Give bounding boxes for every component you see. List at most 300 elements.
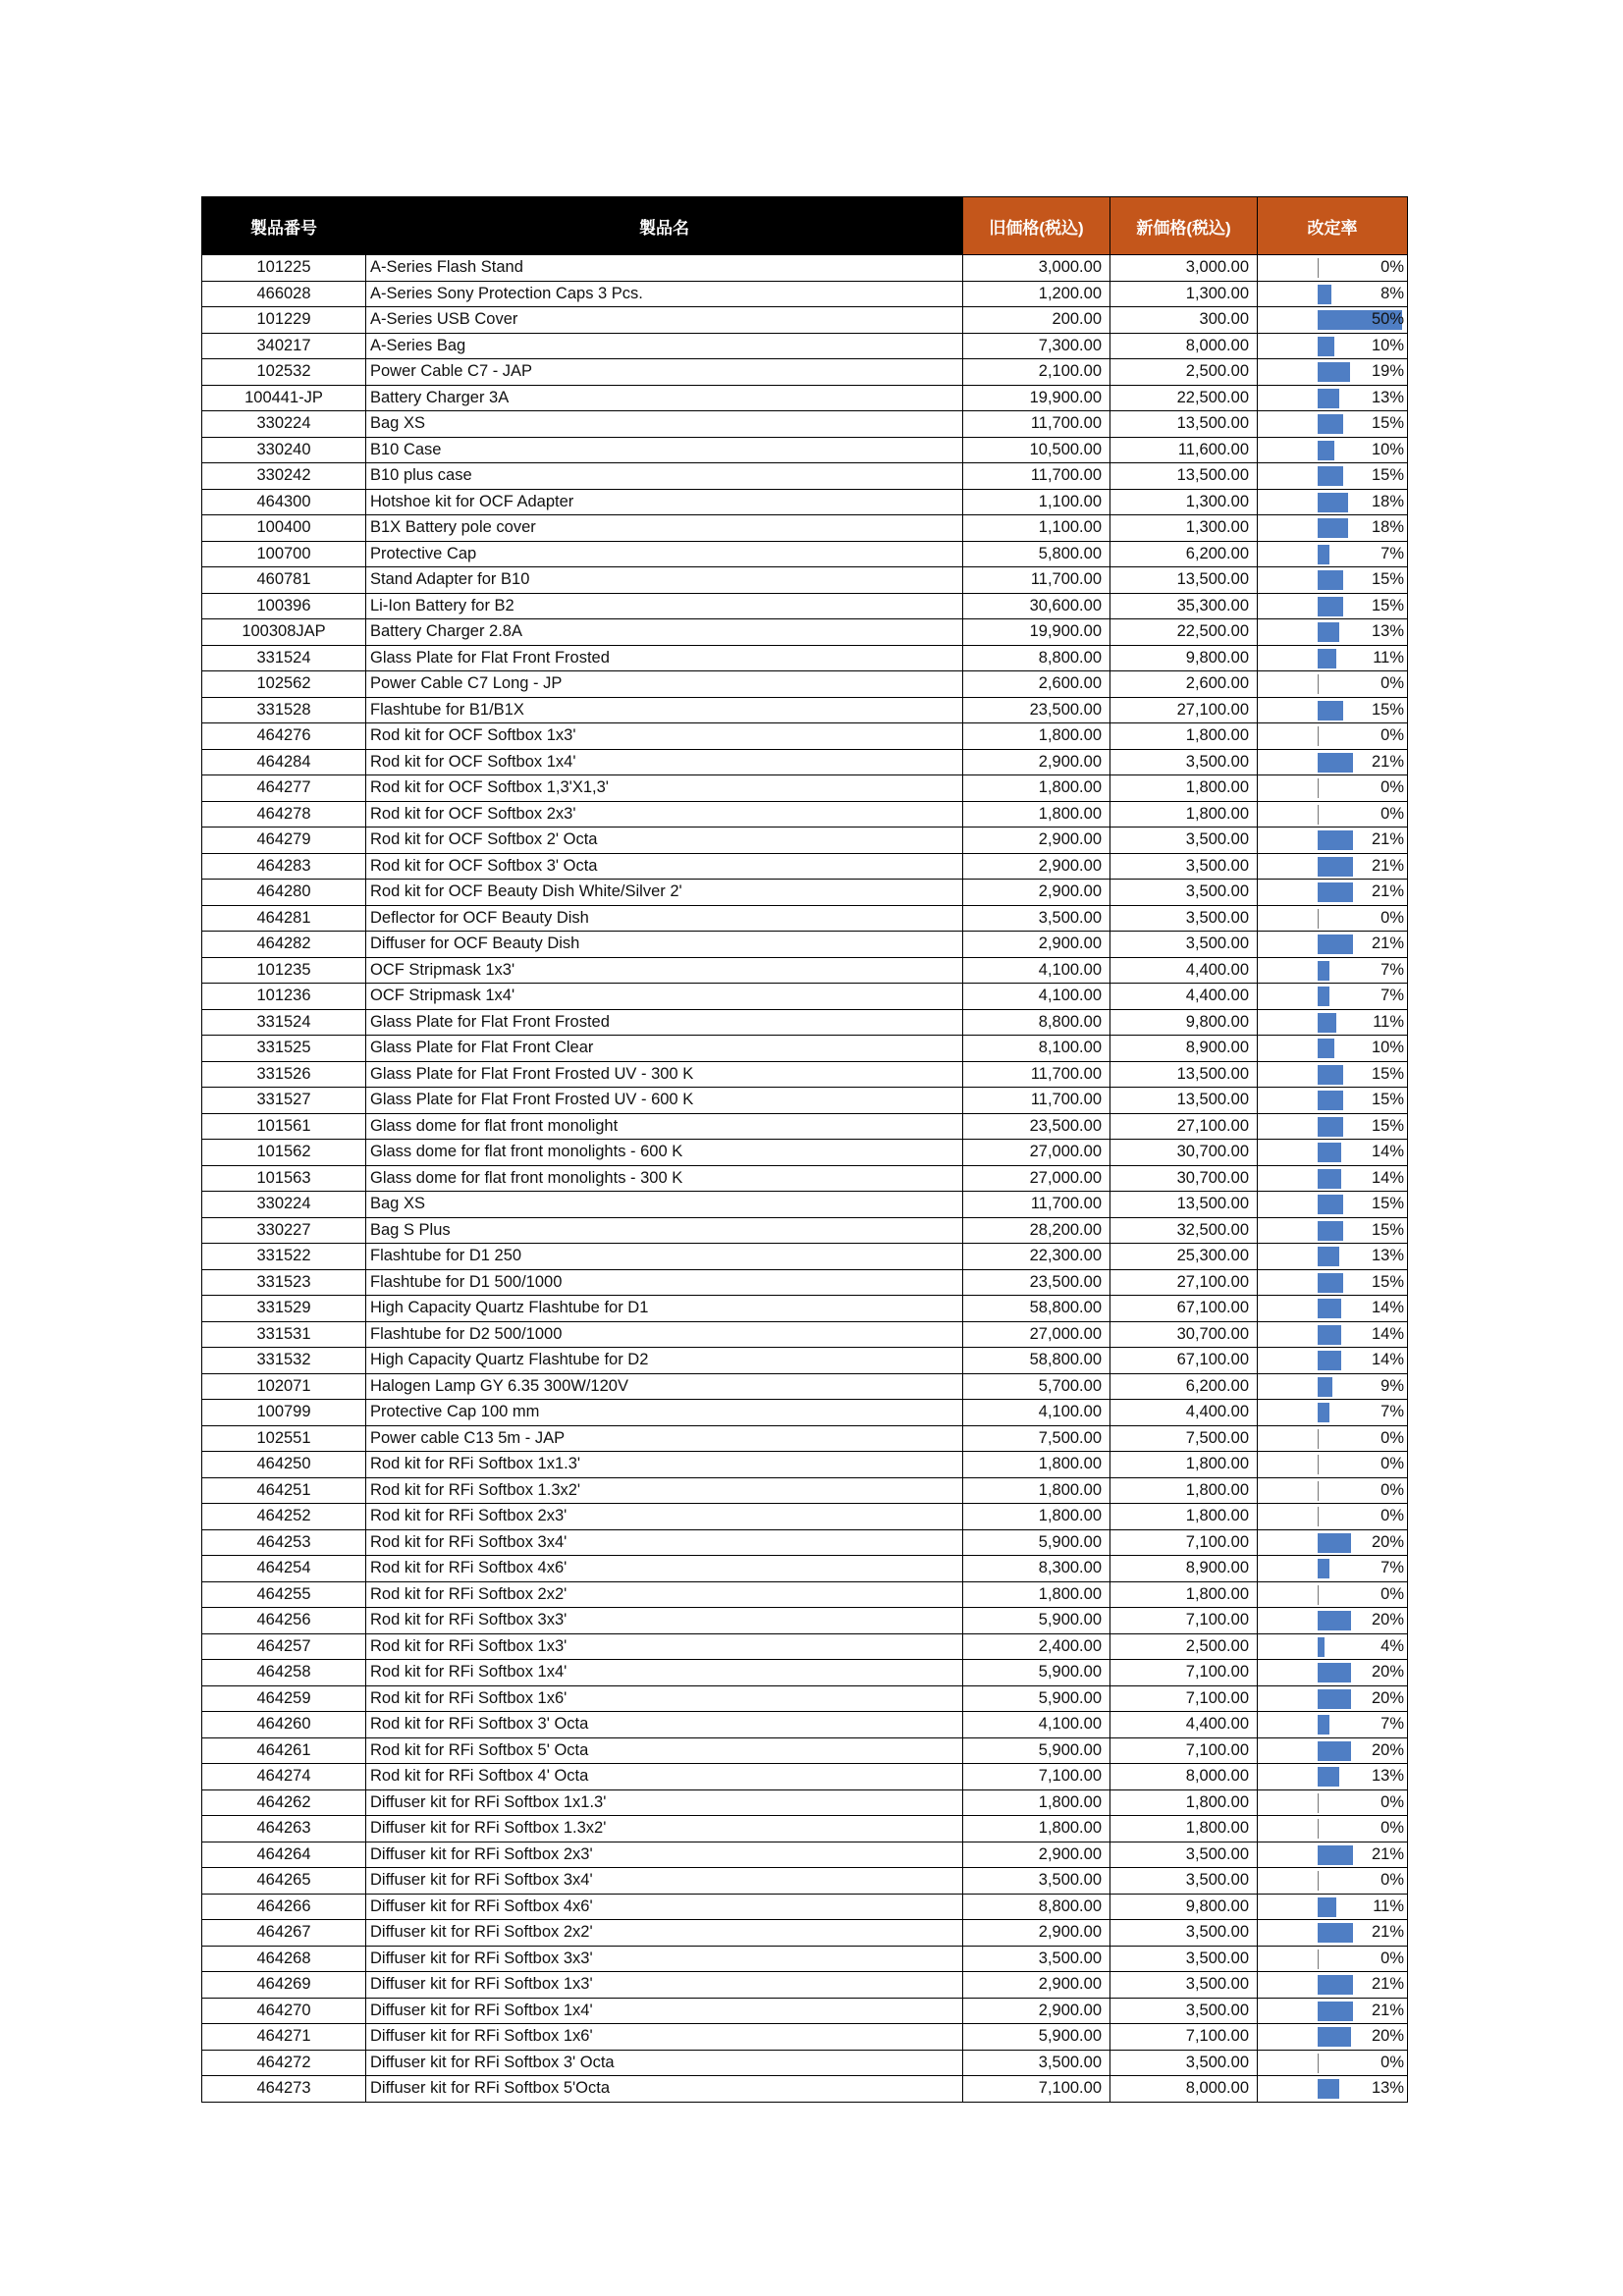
new-price-cell: 22,500.00 <box>1110 385 1258 411</box>
product-code-cell: 464279 <box>202 828 366 854</box>
rate-bar-axis <box>1318 1585 1319 1605</box>
revision-rate-cell <box>1258 1165 1408 1192</box>
product-name-cell: Diffuser kit for RFi Softbox 1x1.3' <box>366 1789 963 1816</box>
table-row <box>202 307 1408 334</box>
new-price-cell: 3,500.00 <box>1110 1998 1258 2024</box>
table-row <box>202 749 1408 775</box>
rate-data-bar <box>1318 622 1339 642</box>
product-code-cell: 464273 <box>202 2076 366 2103</box>
product-name-cell: Diffuser kit for RFi Softbox 4x6' <box>366 1894 963 1920</box>
table-row <box>202 333 1408 359</box>
rate-percent-label: 21% <box>1371 1923 1404 1942</box>
product-name-cell: Diffuser kit for RFi Softbox 1.3x2' <box>366 1816 963 1842</box>
rate-percent-label: 15% <box>1371 1272 1404 1291</box>
product-name-cell: B1X Battery pole cover <box>366 515 963 542</box>
new-price-cell: 1,800.00 <box>1110 1504 1258 1530</box>
revision-rate-cell <box>1258 1348 1408 1374</box>
old-price-cell: 28,200.00 <box>963 1217 1110 1244</box>
table-row <box>202 1660 1408 1686</box>
new-price-cell: 7,500.00 <box>1110 1425 1258 1452</box>
product-name-cell: OCF Stripmask 1x3' <box>366 957 963 984</box>
old-price-cell: 1,800.00 <box>963 1581 1110 1608</box>
old-price-cell: 10,500.00 <box>963 437 1110 463</box>
rate-data-bar <box>1318 1533 1351 1553</box>
old-price-cell: 7,100.00 <box>963 1764 1110 1790</box>
product-name-cell: Rod kit for RFi Softbox 4x6' <box>366 1556 963 1582</box>
old-price-cell: 8,100.00 <box>963 1036 1110 1062</box>
rate-data-bar <box>1318 961 1329 981</box>
rate-bar-axis <box>1318 2054 1319 2073</box>
new-price-cell: 3,500.00 <box>1110 1946 1258 1972</box>
rate-data-bar <box>1318 466 1343 486</box>
rate-percent-label: 18% <box>1371 492 1404 510</box>
rate-percent-label: 14% <box>1371 1143 1404 1161</box>
product-code-cell: 464277 <box>202 775 366 802</box>
table-row <box>202 1842 1408 1868</box>
rate-data-bar <box>1318 362 1350 382</box>
new-price-cell: 13,500.00 <box>1110 463 1258 490</box>
old-price-cell: 7,100.00 <box>963 2076 1110 2103</box>
header-product-name: 製品名 <box>366 197 963 255</box>
rate-bar-axis <box>1318 258 1319 278</box>
revision-rate-cell <box>1258 1581 1408 1608</box>
rate-bar-axis <box>1318 1507 1319 1526</box>
product-name-cell: Bag XS <box>366 1192 963 1218</box>
rate-data-bar <box>1318 2079 1339 2099</box>
new-price-cell: 7,100.00 <box>1110 1529 1258 1556</box>
new-price-cell: 3,500.00 <box>1110 1842 1258 1868</box>
rate-data-bar <box>1318 934 1353 954</box>
revision-rate-cell <box>1258 749 1408 775</box>
revision-rate-cell <box>1258 1192 1408 1218</box>
product-code-cell: 100700 <box>202 541 366 567</box>
table-row <box>202 697 1408 723</box>
product-name-cell: Rod kit for OCF Softbox 2x3' <box>366 801 963 828</box>
product-code-cell: 464282 <box>202 932 366 958</box>
new-price-cell: 1,800.00 <box>1110 723 1258 750</box>
rate-data-bar <box>1318 1299 1341 1318</box>
table-row <box>202 1556 1408 1582</box>
rate-percent-label: 0% <box>1380 1819 1404 1838</box>
rate-percent-label: 0% <box>1380 1480 1404 1499</box>
revision-rate-cell <box>1258 801 1408 828</box>
product-code-cell: 464269 <box>202 1972 366 1999</box>
rate-percent-label: 21% <box>1371 882 1404 901</box>
product-name-cell: Glass dome for flat front monolights - 600 K <box>366 1140 963 1166</box>
old-price-cell: 11,700.00 <box>963 1192 1110 1218</box>
revision-rate-cell <box>1258 880 1408 906</box>
revision-rate-cell <box>1258 1140 1408 1166</box>
new-price-cell: 3,500.00 <box>1110 828 1258 854</box>
rate-data-bar <box>1318 1767 1339 1787</box>
revision-rate-cell <box>1258 1400 1408 1426</box>
product-name-cell: Bag S Plus <box>366 1217 963 1244</box>
product-name-cell: Rod kit for RFi Softbox 1x6' <box>366 1685 963 1712</box>
old-price-cell: 27,000.00 <box>963 1140 1110 1166</box>
table-row <box>202 1529 1408 1556</box>
revision-rate-cell <box>1258 567 1408 594</box>
rate-percent-label: 13% <box>1371 1767 1404 1786</box>
rate-data-bar <box>1318 597 1343 616</box>
rate-data-bar <box>1318 1065 1343 1085</box>
table-row <box>202 723 1408 750</box>
product-name-cell: Diffuser kit for RFi Softbox 3x4' <box>366 1868 963 1895</box>
new-price-cell: 22,500.00 <box>1110 619 1258 646</box>
rate-percent-label: 20% <box>1371 1611 1404 1629</box>
revision-rate-cell <box>1258 333 1408 359</box>
product-name-cell: Hotshoe kit for OCF Adapter <box>366 489 963 515</box>
rate-percent-label: 0% <box>1380 1792 1404 1811</box>
rate-data-bar <box>1318 1403 1329 1422</box>
rate-percent-label: 8% <box>1380 284 1404 302</box>
rate-bar-axis <box>1318 1949 1319 1969</box>
revision-rate-cell <box>1258 853 1408 880</box>
product-name-cell: Glass Plate for Flat Front Frosted <box>366 645 963 671</box>
table-row <box>202 1868 1408 1895</box>
old-price-cell: 8,300.00 <box>963 1556 1110 1582</box>
rate-percent-label: 7% <box>1380 1715 1404 1734</box>
revision-rate-cell <box>1258 905 1408 932</box>
rate-percent-label: 7% <box>1380 1559 1404 1577</box>
revision-rate-cell <box>1258 828 1408 854</box>
rate-data-bar <box>1318 1923 1353 1943</box>
rate-percent-label: 21% <box>1371 2001 1404 2019</box>
rate-data-bar <box>1318 1559 1329 1578</box>
new-price-cell: 8,000.00 <box>1110 2076 1258 2103</box>
revision-rate-cell <box>1258 984 1408 1010</box>
rate-percent-label: 0% <box>1380 908 1404 927</box>
rate-percent-label: 15% <box>1371 700 1404 719</box>
product-name-cell: Flashtube for B1/B1X <box>366 697 963 723</box>
old-price-cell: 8,800.00 <box>963 1894 1110 1920</box>
revision-rate-cell <box>1258 255 1408 282</box>
rate-percent-label: 0% <box>1380 1507 1404 1525</box>
new-price-cell: 1,800.00 <box>1110 801 1258 828</box>
product-name-cell: Glass dome for flat front monolight <box>366 1113 963 1140</box>
rate-data-bar <box>1318 1715 1329 1735</box>
product-code-cell: 464272 <box>202 2050 366 2076</box>
table-row <box>202 880 1408 906</box>
rate-bar-axis <box>1318 778 1319 798</box>
rate-percent-label: 10% <box>1371 1039 1404 1057</box>
product-name-cell: Diffuser kit for RFi Softbox 2x3' <box>366 1842 963 1868</box>
table-row <box>202 1685 1408 1712</box>
product-code-cell: 331523 <box>202 1269 366 1296</box>
rate-percent-label: 13% <box>1371 1247 1404 1265</box>
product-name-cell: Rod kit for RFi Softbox 3x3' <box>366 1608 963 1634</box>
rate-data-bar <box>1318 2027 1351 2047</box>
product-code-cell: 331529 <box>202 1296 366 1322</box>
old-price-cell: 2,900.00 <box>963 1920 1110 1947</box>
rate-data-bar <box>1318 1221 1343 1241</box>
rate-data-bar <box>1318 1637 1325 1657</box>
table-row <box>202 2024 1408 2051</box>
old-price-cell: 11,700.00 <box>963 1061 1110 1088</box>
product-name-cell: Power cable C13 5m - JAP <box>366 1425 963 1452</box>
new-price-cell: 27,100.00 <box>1110 1269 1258 1296</box>
revision-rate-cell <box>1258 1868 1408 1895</box>
old-price-cell: 2,900.00 <box>963 1842 1110 1868</box>
product-name-cell: Rod kit for RFi Softbox 3x4' <box>366 1529 963 1556</box>
new-price-cell: 13,500.00 <box>1110 1192 1258 1218</box>
product-code-cell: 460781 <box>202 567 366 594</box>
revision-rate-cell <box>1258 1946 1408 1972</box>
product-code-cell: 464262 <box>202 1789 366 1816</box>
new-price-cell: 4,400.00 <box>1110 1712 1258 1738</box>
revision-rate-cell <box>1258 1244 1408 1270</box>
rate-percent-label: 7% <box>1380 960 1404 979</box>
table-row <box>202 619 1408 646</box>
product-name-cell: Rod kit for OCF Softbox 1x3' <box>366 723 963 750</box>
table-row <box>202 1113 1408 1140</box>
rate-data-bar <box>1318 987 1329 1006</box>
product-name-cell: Glass Plate for Flat Front Frosted UV - 300 K <box>366 1061 963 1088</box>
old-price-cell: 4,100.00 <box>963 984 1110 1010</box>
rate-data-bar <box>1318 830 1353 850</box>
product-name-cell: Diffuser kit for RFi Softbox 3' Octa <box>366 2050 963 2076</box>
revision-rate-cell <box>1258 2076 1408 2103</box>
revision-rate-cell <box>1258 1894 1408 1920</box>
revision-rate-cell <box>1258 463 1408 490</box>
product-code-cell: 331527 <box>202 1088 366 1114</box>
old-price-cell: 1,800.00 <box>963 1816 1110 1842</box>
rate-data-bar <box>1318 285 1331 304</box>
old-price-cell: 19,900.00 <box>963 619 1110 646</box>
new-price-cell: 3,500.00 <box>1110 905 1258 932</box>
rate-percent-label: 20% <box>1371 1532 1404 1551</box>
table-row <box>202 1816 1408 1842</box>
table-row <box>202 1425 1408 1452</box>
product-name-cell: Rod kit for RFi Softbox 1x3' <box>366 1633 963 1660</box>
new-price-cell: 4,400.00 <box>1110 1400 1258 1426</box>
revision-rate-cell <box>1258 1269 1408 1296</box>
revision-rate-cell <box>1258 1061 1408 1088</box>
rate-percent-label: 21% <box>1371 752 1404 771</box>
product-name-cell: A-Series USB Cover <box>366 307 963 334</box>
table-row <box>202 905 1408 932</box>
revision-rate-cell <box>1258 1737 1408 1764</box>
rate-percent-label: 4% <box>1380 1636 1404 1655</box>
table-row <box>202 671 1408 698</box>
old-price-cell: 30,600.00 <box>963 593 1110 619</box>
rate-data-bar <box>1318 1663 1351 1682</box>
rate-percent-label: 20% <box>1371 1688 1404 1707</box>
revision-rate-cell <box>1258 411 1408 438</box>
old-price-cell: 1,800.00 <box>963 1789 1110 1816</box>
rate-percent-label: 13% <box>1371 2079 1404 2098</box>
product-code-cell: 101236 <box>202 984 366 1010</box>
table-row <box>202 775 1408 802</box>
rate-data-bar <box>1318 1611 1351 1630</box>
table-row <box>202 1894 1408 1920</box>
new-price-cell: 8,000.00 <box>1110 1764 1258 1790</box>
new-price-cell: 7,100.00 <box>1110 1660 1258 1686</box>
revision-rate-cell <box>1258 359 1408 386</box>
new-price-cell: 300.00 <box>1110 307 1258 334</box>
rate-percent-label: 15% <box>1371 1195 1404 1213</box>
table-row <box>202 1452 1408 1478</box>
product-code-cell: 331522 <box>202 1244 366 1270</box>
product-name-cell: Rod kit for OCF Softbox 3' Octa <box>366 853 963 880</box>
rate-data-bar <box>1318 1091 1343 1110</box>
new-price-cell: 7,100.00 <box>1110 1608 1258 1634</box>
table-row <box>202 853 1408 880</box>
product-code-cell: 331525 <box>202 1036 366 1062</box>
revision-rate-cell <box>1258 1998 1408 2024</box>
table-row <box>202 828 1408 854</box>
product-code-cell: 331524 <box>202 645 366 671</box>
rate-percent-label: 14% <box>1371 1324 1404 1343</box>
product-name-cell: Diffuser kit for RFi Softbox 1x6' <box>366 2024 963 2051</box>
table-row <box>202 1348 1408 1374</box>
new-price-cell: 3,500.00 <box>1110 1868 1258 1895</box>
table-row <box>202 1998 1408 2024</box>
table-row <box>202 541 1408 567</box>
new-price-cell: 1,800.00 <box>1110 1789 1258 1816</box>
revision-rate-cell <box>1258 2024 1408 2051</box>
product-code-cell: 464260 <box>202 1712 366 1738</box>
table-row <box>202 1764 1408 1790</box>
product-name-cell: Protective Cap 100 mm <box>366 1400 963 1426</box>
new-price-cell: 4,400.00 <box>1110 984 1258 1010</box>
table-row <box>202 567 1408 594</box>
rate-percent-label: 19% <box>1371 362 1404 381</box>
old-price-cell: 2,900.00 <box>963 828 1110 854</box>
rate-data-bar <box>1318 1273 1343 1293</box>
new-price-cell: 1,300.00 <box>1110 515 1258 542</box>
product-code-cell: 330224 <box>202 1192 366 1218</box>
revision-rate-cell <box>1258 307 1408 334</box>
revision-rate-cell <box>1258 1972 1408 1999</box>
product-code-cell: 464250 <box>202 1452 366 1478</box>
rate-percent-label: 7% <box>1380 987 1404 1005</box>
product-name-cell: Glass Plate for Flat Front Frosted UV - 600 K <box>366 1088 963 1114</box>
table-row <box>202 1269 1408 1296</box>
revision-rate-cell <box>1258 1529 1408 1556</box>
rate-data-bar <box>1318 1351 1341 1370</box>
product-name-cell: Rod kit for RFi Softbox 1.3x2' <box>366 1477 963 1504</box>
new-price-cell: 2,600.00 <box>1110 671 1258 698</box>
old-price-cell: 11,700.00 <box>963 411 1110 438</box>
product-name-cell: Flashtube for D2 500/1000 <box>366 1321 963 1348</box>
old-price-cell: 5,800.00 <box>963 541 1110 567</box>
rate-data-bar <box>1318 545 1329 564</box>
new-price-cell: 1,800.00 <box>1110 1452 1258 1478</box>
old-price-cell: 7,300.00 <box>963 333 1110 359</box>
revision-rate-cell <box>1258 645 1408 671</box>
rate-data-bar <box>1318 570 1343 590</box>
rate-data-bar <box>1318 649 1336 668</box>
old-price-cell: 3,000.00 <box>963 255 1110 282</box>
product-name-cell: Rod kit for OCF Softbox 1,3'X1,3' <box>366 775 963 802</box>
product-name-cell: Protective Cap <box>366 541 963 567</box>
new-price-cell: 3,000.00 <box>1110 255 1258 282</box>
new-price-cell: 27,100.00 <box>1110 1113 1258 1140</box>
header-revision-rate: 改定率 <box>1258 197 1408 255</box>
new-price-cell: 1,800.00 <box>1110 1581 1258 1608</box>
product-name-cell: Rod kit for RFi Softbox 2x2' <box>366 1581 963 1608</box>
new-price-cell: 2,500.00 <box>1110 359 1258 386</box>
new-price-cell: 13,500.00 <box>1110 567 1258 594</box>
product-name-cell: Rod kit for OCF Beauty Dish White/Silver 2' <box>366 880 963 906</box>
price-revision-table <box>201 196 1408 2103</box>
new-price-cell: 6,200.00 <box>1110 1373 1258 1400</box>
new-price-cell: 25,300.00 <box>1110 1244 1258 1270</box>
table-row <box>202 1633 1408 1660</box>
rate-percent-label: 11% <box>1373 1896 1404 1915</box>
table-row <box>202 1400 1408 1426</box>
revision-rate-cell <box>1258 2050 1408 2076</box>
revision-rate-cell <box>1258 1816 1408 1842</box>
table-row <box>202 463 1408 490</box>
rate-percent-label: 21% <box>1371 856 1404 875</box>
rate-percent-label: 21% <box>1371 1844 1404 1863</box>
old-price-cell: 4,100.00 <box>963 1712 1110 1738</box>
rate-data-bar <box>1318 1013 1336 1033</box>
product-code-cell: 464255 <box>202 1581 366 1608</box>
old-price-cell: 5,900.00 <box>963 1685 1110 1712</box>
product-code-cell: 100396 <box>202 593 366 619</box>
product-code-cell: 464259 <box>202 1685 366 1712</box>
table-row <box>202 359 1408 386</box>
rate-percent-label: 14% <box>1371 1351 1404 1369</box>
old-price-cell: 1,800.00 <box>963 775 1110 802</box>
rate-percent-label: 14% <box>1371 1299 1404 1317</box>
rate-percent-label: 10% <box>1371 336 1404 354</box>
product-name-cell: Rod kit for RFi Softbox 4' Octa <box>366 1764 963 1790</box>
product-name-cell: Glass Plate for Flat Front Clear <box>366 1036 963 1062</box>
rate-data-bar <box>1318 1247 1339 1266</box>
rate-percent-label: 50% <box>1371 310 1404 329</box>
rate-data-bar <box>1318 337 1334 356</box>
old-price-cell: 22,300.00 <box>963 1244 1110 1270</box>
table-row <box>202 1217 1408 1244</box>
new-price-cell: 3,500.00 <box>1110 1972 1258 1999</box>
revision-rate-cell <box>1258 541 1408 567</box>
new-price-cell: 8,000.00 <box>1110 333 1258 359</box>
product-name-cell: Rod kit for OCF Softbox 1x4' <box>366 749 963 775</box>
new-price-cell: 9,800.00 <box>1110 1009 1258 1036</box>
rate-percent-label: 11% <box>1373 1012 1404 1031</box>
old-price-cell: 3,500.00 <box>963 1868 1110 1895</box>
product-code-cell: 100308JAP <box>202 619 366 646</box>
product-name-cell: Battery Charger 2.8A <box>366 619 963 646</box>
product-code-cell: 464258 <box>202 1660 366 1686</box>
rate-data-bar <box>1318 1195 1343 1214</box>
old-price-cell: 1,800.00 <box>963 1477 1110 1504</box>
revision-rate-cell <box>1258 1764 1408 1790</box>
product-code-cell: 464300 <box>202 489 366 515</box>
product-name-cell: B10 plus case <box>366 463 963 490</box>
rate-data-bar <box>1318 2002 1353 2021</box>
product-code-cell: 340217 <box>202 333 366 359</box>
new-price-cell: 9,800.00 <box>1110 1894 1258 1920</box>
new-price-cell: 3,500.00 <box>1110 880 1258 906</box>
product-code-cell: 464283 <box>202 853 366 880</box>
product-code-cell: 464270 <box>202 1998 366 2024</box>
new-price-cell: 7,100.00 <box>1110 2024 1258 2051</box>
new-price-cell: 1,300.00 <box>1110 489 1258 515</box>
old-price-cell: 58,800.00 <box>963 1296 1110 1322</box>
rate-data-bar <box>1318 1169 1341 1189</box>
revision-rate-cell <box>1258 1113 1408 1140</box>
header-old-price: 旧価格(税込) <box>963 197 1110 255</box>
old-price-cell: 7,500.00 <box>963 1425 1110 1452</box>
table-row <box>202 1608 1408 1634</box>
product-code-cell: 464254 <box>202 1556 366 1582</box>
product-code-cell: 464256 <box>202 1608 366 1634</box>
rate-percent-label: 7% <box>1380 1403 1404 1421</box>
